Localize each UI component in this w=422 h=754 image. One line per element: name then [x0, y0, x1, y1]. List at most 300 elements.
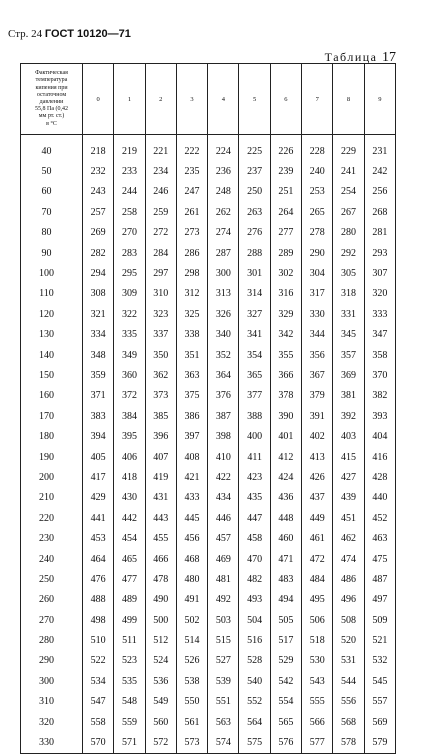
- value-cell: 294: [83, 263, 114, 283]
- temperature-cell: 240: [21, 549, 83, 569]
- value-cell: 232: [83, 161, 114, 181]
- value-cell: 240: [302, 161, 333, 181]
- value-cell: 492: [208, 590, 239, 610]
- boiling-temperature-table: [20, 63, 396, 754]
- value-cell: 571: [114, 732, 145, 753]
- digit-column-header: 9: [364, 64, 395, 135]
- value-cell: 268: [364, 202, 395, 222]
- value-cell: 489: [114, 590, 145, 610]
- first-column-header-line: давлении: [39, 99, 64, 105]
- value-cell: 347: [364, 325, 395, 345]
- value-cell: 248: [208, 182, 239, 202]
- value-cell: 281: [364, 223, 395, 243]
- value-cell: 535: [114, 671, 145, 691]
- value-cell: 486: [333, 569, 364, 589]
- temperature-cell: 230: [21, 528, 83, 548]
- value-cell: 415: [333, 447, 364, 467]
- table-row: [21, 304, 396, 324]
- value-cell: 500: [145, 610, 176, 630]
- value-cell: 462: [333, 528, 364, 548]
- value-cell: 351: [176, 345, 207, 365]
- value-cell: 288: [239, 243, 270, 263]
- value-cell: 397: [176, 426, 207, 446]
- value-cell: 354: [239, 345, 270, 365]
- value-cell: 219: [114, 141, 145, 161]
- value-cell: 241: [333, 161, 364, 181]
- digit-column-header: 3: [176, 64, 207, 135]
- value-cell: 301: [239, 263, 270, 283]
- value-cell: 385: [145, 406, 176, 426]
- temperature-cell: 80: [21, 223, 83, 243]
- value-cell: 310: [145, 284, 176, 304]
- value-cell: 334: [83, 325, 114, 345]
- first-column-header-line: в °С: [46, 120, 57, 127]
- digit-column-header: 1: [114, 64, 145, 135]
- table-row: [21, 426, 396, 446]
- value-cell: 234: [145, 161, 176, 181]
- table-row: [21, 202, 396, 222]
- table-row: [21, 488, 396, 508]
- value-cell: 298: [176, 263, 207, 283]
- value-cell: 395: [114, 426, 145, 446]
- table-row: [21, 712, 396, 732]
- value-cell: 369: [333, 365, 364, 385]
- value-cell: 465: [114, 549, 145, 569]
- value-cell: 274: [208, 223, 239, 243]
- value-cell: 250: [239, 182, 270, 202]
- value-cell: 545: [364, 671, 395, 691]
- value-cell: 457: [208, 528, 239, 548]
- value-cell: 551: [208, 692, 239, 712]
- temperature-cell: 150: [21, 365, 83, 385]
- value-cell: 235: [176, 161, 207, 181]
- value-cell: 375: [176, 386, 207, 406]
- value-cell: 511: [114, 630, 145, 650]
- value-cell: 463: [364, 528, 395, 548]
- value-cell: 442: [114, 508, 145, 528]
- digit-column-header: 8: [333, 64, 364, 135]
- value-cell: 470: [239, 549, 270, 569]
- page-number: Стр. 24: [8, 28, 43, 40]
- value-cell: 257: [83, 202, 114, 222]
- value-cell: 337: [145, 325, 176, 345]
- value-cell: 552: [239, 692, 270, 712]
- value-cell: 557: [364, 692, 395, 712]
- value-cell: 424: [270, 467, 301, 487]
- temperature-cell: 180: [21, 426, 83, 446]
- value-cell: 419: [145, 467, 176, 487]
- value-cell: 322: [114, 304, 145, 324]
- value-cell: 408: [176, 447, 207, 467]
- value-cell: 534: [83, 671, 114, 691]
- value-cell: 569: [364, 712, 395, 732]
- value-cell: 520: [333, 630, 364, 650]
- value-cell: 239: [270, 161, 301, 181]
- value-cell: 452: [364, 508, 395, 528]
- value-cell: 521: [364, 630, 395, 650]
- value-cell: 386: [176, 406, 207, 426]
- value-cell: 576: [270, 732, 301, 753]
- table-header-row: [21, 64, 396, 135]
- temperature-cell: 320: [21, 712, 83, 732]
- value-cell: 566: [302, 712, 333, 732]
- value-cell: 237: [239, 161, 270, 181]
- value-cell: 474: [333, 549, 364, 569]
- value-cell: 549: [145, 692, 176, 712]
- value-cell: 475: [364, 549, 395, 569]
- table-row: [21, 263, 396, 283]
- value-cell: 469: [208, 549, 239, 569]
- value-cell: 456: [176, 528, 207, 548]
- temperature-cell: 270: [21, 610, 83, 630]
- value-cell: 568: [333, 712, 364, 732]
- value-cell: 423: [239, 467, 270, 487]
- value-cell: 312: [176, 284, 207, 304]
- value-cell: 418: [114, 467, 145, 487]
- digit-column-header: 7: [302, 64, 333, 135]
- value-cell: 316: [270, 284, 301, 304]
- value-cell: 302: [270, 263, 301, 283]
- value-cell: 256: [364, 182, 395, 202]
- value-cell: 396: [145, 426, 176, 446]
- table-row: [21, 528, 396, 548]
- value-cell: 309: [114, 284, 145, 304]
- value-cell: 327: [239, 304, 270, 324]
- first-column-header-line: температура: [35, 77, 68, 84]
- value-cell: 539: [208, 671, 239, 691]
- value-cell: 421: [176, 467, 207, 487]
- value-cell: 284: [145, 243, 176, 263]
- value-cell: 251: [270, 182, 301, 202]
- value-cell: 487: [364, 569, 395, 589]
- value-cell: 436: [270, 488, 301, 508]
- value-cell: 514: [176, 630, 207, 650]
- value-cell: 524: [145, 651, 176, 671]
- value-cell: 478: [145, 569, 176, 589]
- value-cell: 451: [333, 508, 364, 528]
- value-cell: 461: [302, 528, 333, 548]
- value-cell: 365: [239, 365, 270, 385]
- value-cell: 360: [114, 365, 145, 385]
- value-cell: 503: [208, 610, 239, 630]
- table-row: [21, 243, 396, 263]
- value-cell: 578: [333, 732, 364, 753]
- value-cell: 348: [83, 345, 114, 365]
- value-cell: 471: [270, 549, 301, 569]
- page-header: [8, 28, 131, 40]
- value-cell: 376: [208, 386, 239, 406]
- value-cell: 536: [145, 671, 176, 691]
- first-column-header-line: остаточном: [36, 91, 67, 98]
- value-cell: 453: [83, 528, 114, 548]
- value-cell: 226: [270, 141, 301, 161]
- value-cell: 560: [145, 712, 176, 732]
- value-cell: 355: [270, 345, 301, 365]
- temperature-cell: 260: [21, 590, 83, 610]
- value-cell: 517: [270, 630, 301, 650]
- table-caption-number: 17: [382, 50, 396, 65]
- digit-column-header: 2: [145, 64, 176, 135]
- digit-column-header: 0: [83, 64, 114, 135]
- value-cell: 243: [83, 182, 114, 202]
- value-cell: 357: [333, 345, 364, 365]
- value-cell: 572: [145, 732, 176, 753]
- value-cell: 264: [270, 202, 301, 222]
- value-cell: 382: [364, 386, 395, 406]
- value-cell: 366: [270, 365, 301, 385]
- value-cell: 341: [239, 325, 270, 345]
- value-cell: 494: [270, 590, 301, 610]
- value-cell: 280: [333, 223, 364, 243]
- table-row: [21, 161, 396, 181]
- value-cell: 493: [239, 590, 270, 610]
- value-cell: 391: [302, 406, 333, 426]
- value-cell: 464: [83, 549, 114, 569]
- table-row: [21, 508, 396, 528]
- value-cell: 508: [333, 610, 364, 630]
- value-cell: 362: [145, 365, 176, 385]
- value-cell: 529: [270, 651, 301, 671]
- value-cell: 555: [302, 692, 333, 712]
- value-cell: 283: [114, 243, 145, 263]
- temperature-cell: 220: [21, 508, 83, 528]
- temperature-cell: 90: [21, 243, 83, 263]
- value-cell: 313: [208, 284, 239, 304]
- value-cell: 488: [83, 590, 114, 610]
- value-cell: 547: [83, 692, 114, 712]
- value-cell: 480: [176, 569, 207, 589]
- value-cell: 429: [83, 488, 114, 508]
- value-cell: 449: [302, 508, 333, 528]
- value-cell: 229: [333, 141, 364, 161]
- value-cell: 405: [83, 447, 114, 467]
- temperature-cell: 200: [21, 467, 83, 487]
- value-cell: 282: [83, 243, 114, 263]
- value-cell: 320: [364, 284, 395, 304]
- value-cell: 270: [114, 223, 145, 243]
- temperature-cell: 100: [21, 263, 83, 283]
- value-cell: 373: [145, 386, 176, 406]
- temperature-cell: 120: [21, 304, 83, 324]
- value-cell: 290: [302, 243, 333, 263]
- digit-column-header: 4: [208, 64, 239, 135]
- value-cell: 356: [302, 345, 333, 365]
- value-cell: 527: [208, 651, 239, 671]
- value-cell: 273: [176, 223, 207, 243]
- value-cell: 338: [176, 325, 207, 345]
- value-cell: 401: [270, 426, 301, 446]
- value-cell: 455: [145, 528, 176, 548]
- value-cell: 559: [114, 712, 145, 732]
- temperature-cell: 60: [21, 182, 83, 202]
- value-cell: 259: [145, 202, 176, 222]
- value-cell: 477: [114, 569, 145, 589]
- table-row: [21, 141, 396, 161]
- temperature-cell: 330: [21, 732, 83, 753]
- value-cell: 481: [208, 569, 239, 589]
- value-cell: 543: [302, 671, 333, 691]
- value-cell: 509: [364, 610, 395, 630]
- value-cell: 293: [364, 243, 395, 263]
- value-cell: 218: [83, 141, 114, 161]
- value-cell: 272: [145, 223, 176, 243]
- value-cell: 340: [208, 325, 239, 345]
- table-row: [21, 284, 396, 304]
- value-cell: 307: [364, 263, 395, 283]
- first-column-header-line: мм рт. ст.): [38, 113, 65, 120]
- value-cell: 370: [364, 365, 395, 385]
- value-cell: 377: [239, 386, 270, 406]
- value-cell: 528: [239, 651, 270, 671]
- value-cell: 410: [208, 447, 239, 467]
- table-caption-label: Таблица: [324, 50, 378, 64]
- digit-column-header: 6: [270, 64, 301, 135]
- value-cell: 305: [333, 263, 364, 283]
- value-cell: 443: [145, 508, 176, 528]
- value-cell: 565: [270, 712, 301, 732]
- value-cell: 263: [239, 202, 270, 222]
- value-cell: 379: [302, 386, 333, 406]
- value-cell: 326: [208, 304, 239, 324]
- value-cell: 392: [333, 406, 364, 426]
- value-cell: 331: [333, 304, 364, 324]
- value-cell: 426: [302, 467, 333, 487]
- value-cell: 342: [270, 325, 301, 345]
- value-cell: 371: [83, 386, 114, 406]
- value-cell: 400: [239, 426, 270, 446]
- value-cell: 430: [114, 488, 145, 508]
- value-cell: 367: [302, 365, 333, 385]
- first-column-header-line: 55,8 Па (0,42: [35, 106, 68, 113]
- temperature-cell: 160: [21, 386, 83, 406]
- value-cell: 570: [83, 732, 114, 753]
- value-cell: 292: [333, 243, 364, 263]
- table-row: [21, 569, 396, 589]
- value-cell: 225: [239, 141, 270, 161]
- value-cell: 247: [176, 182, 207, 202]
- value-cell: 540: [239, 671, 270, 691]
- value-cell: 308: [83, 284, 114, 304]
- value-cell: 378: [270, 386, 301, 406]
- temperature-cell: 280: [21, 630, 83, 650]
- value-cell: 406: [114, 447, 145, 467]
- value-cell: 458: [239, 528, 270, 548]
- value-cell: 550: [176, 692, 207, 712]
- table-row: [21, 325, 396, 345]
- value-cell: 417: [83, 467, 114, 487]
- value-cell: 427: [333, 467, 364, 487]
- value-cell: 384: [114, 406, 145, 426]
- value-cell: 330: [302, 304, 333, 324]
- value-cell: 516: [239, 630, 270, 650]
- temperature-cell: 130: [21, 325, 83, 345]
- value-cell: 412: [270, 447, 301, 467]
- temperature-cell: 70: [21, 202, 83, 222]
- value-cell: 564: [239, 712, 270, 732]
- value-cell: 554: [270, 692, 301, 712]
- value-cell: 287: [208, 243, 239, 263]
- value-cell: 497: [364, 590, 395, 610]
- temperature-cell: 110: [21, 284, 83, 304]
- value-cell: 345: [333, 325, 364, 345]
- first-column-header-line: кипения при: [35, 84, 68, 91]
- value-cell: 265: [302, 202, 333, 222]
- value-cell: 575: [239, 732, 270, 753]
- value-cell: 496: [333, 590, 364, 610]
- value-cell: 344: [302, 325, 333, 345]
- table-row: [21, 549, 396, 569]
- value-cell: 372: [114, 386, 145, 406]
- value-cell: 476: [83, 569, 114, 589]
- value-cell: 542: [270, 671, 301, 691]
- temperature-cell: 40: [21, 141, 83, 161]
- value-cell: 402: [302, 426, 333, 446]
- value-cell: 364: [208, 365, 239, 385]
- value-cell: 352: [208, 345, 239, 365]
- value-cell: 504: [239, 610, 270, 630]
- value-cell: 363: [176, 365, 207, 385]
- value-cell: 522: [83, 651, 114, 671]
- value-cell: 325: [176, 304, 207, 324]
- value-cell: 441: [83, 508, 114, 528]
- value-cell: 333: [364, 304, 395, 324]
- value-cell: 574: [208, 732, 239, 753]
- table-row: [21, 732, 396, 753]
- table-row: [21, 630, 396, 650]
- value-cell: 329: [270, 304, 301, 324]
- value-cell: 398: [208, 426, 239, 446]
- value-cell: 440: [364, 488, 395, 508]
- value-cell: 228: [302, 141, 333, 161]
- value-cell: 276: [239, 223, 270, 243]
- value-cell: 278: [302, 223, 333, 243]
- temperature-cell: 50: [21, 161, 83, 181]
- value-cell: 300: [208, 263, 239, 283]
- table-row: [21, 345, 396, 365]
- first-column-header: [21, 64, 83, 135]
- value-cell: 561: [176, 712, 207, 732]
- value-cell: 224: [208, 141, 239, 161]
- value-cell: 468: [176, 549, 207, 569]
- value-cell: 394: [83, 426, 114, 446]
- value-cell: 231: [364, 141, 395, 161]
- table-body: [21, 135, 396, 754]
- value-cell: 544: [333, 671, 364, 691]
- value-cell: 383: [83, 406, 114, 426]
- value-cell: 491: [176, 590, 207, 610]
- value-cell: 563: [208, 712, 239, 732]
- table-row: [21, 467, 396, 487]
- value-cell: 577: [302, 732, 333, 753]
- value-cell: 350: [145, 345, 176, 365]
- value-cell: 495: [302, 590, 333, 610]
- value-cell: 416: [364, 447, 395, 467]
- table-row: [21, 406, 396, 426]
- temperature-cell: 170: [21, 406, 83, 426]
- value-cell: 538: [176, 671, 207, 691]
- value-cell: 236: [208, 161, 239, 181]
- value-cell: 222: [176, 141, 207, 161]
- table-row: [21, 651, 396, 671]
- value-cell: 390: [270, 406, 301, 426]
- value-cell: 286: [176, 243, 207, 263]
- value-cell: 431: [145, 488, 176, 508]
- value-cell: 321: [83, 304, 114, 324]
- value-cell: 318: [333, 284, 364, 304]
- value-cell: 335: [114, 325, 145, 345]
- value-cell: 435: [239, 488, 270, 508]
- table-row: [21, 590, 396, 610]
